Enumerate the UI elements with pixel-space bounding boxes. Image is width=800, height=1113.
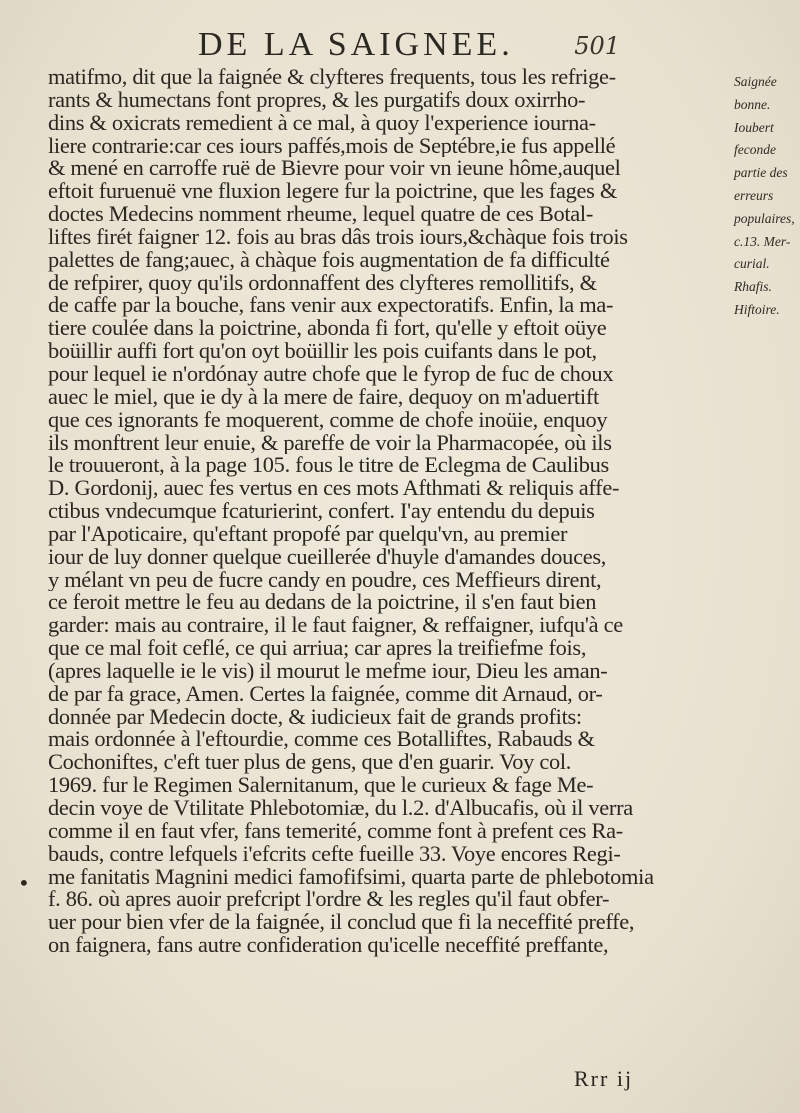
text-line: doctes Medecins nomment rheume, lequel quatre de ces Botal-	[48, 203, 593, 226]
text-line: D. Gordonij, auec fes vertus en ces mots Afthmati & reliquis affe-	[48, 477, 620, 501]
text-line: y mélant vn peu de fucre candy en poudre, ces Meffieurs dirent,	[48, 568, 602, 592]
text-line: bauds, contre lefquels i'efcrits cefte fueille 33. Voye encores Regi-	[48, 842, 621, 866]
margin-note: erreurs	[734, 187, 774, 203]
text-line: ils monftrent leur enuie, & pareffe de voir la Pharmacopée, où ils	[48, 431, 612, 455]
text-line: tiere coulée dans la poictrine, abonda fi fort, qu'elle y eftoit oüye	[48, 317, 607, 341]
margin-note: curial.	[734, 256, 770, 272]
text-line: de par fa grace, Amen. Certes la faignée, comme dit Arnaud, or-	[48, 682, 603, 706]
text-line: liftes firét faigner 12. fois au bras dâs trois iours,&chàque fois trois	[48, 225, 628, 249]
text-line: mais ordonnée à l'eftourdie, comme ces Botalliftes, Rabauds &	[48, 728, 595, 752]
margin-note: c.13. Mer-	[734, 233, 791, 249]
margin-note: feconde	[734, 142, 776, 158]
ink-dot-mark: •	[18, 871, 30, 895]
text-line: palettes de fang;auec, à chàque fois augmentation de fa difficulté	[48, 248, 610, 272]
page-number: 501	[574, 32, 620, 60]
text-line: f. 86. où apres auoir prefcript l'ordre & les regles qu'il faut obfer-	[48, 888, 610, 912]
text-line: donnée par Medecin docte, & iudicieux fait de grands profits:	[48, 705, 582, 729]
text-line: on faignera, fans autre confideration qu'icelle neceffité preffante,	[48, 934, 609, 957]
text-line: ce feroit mettre le feu au dedans de la poictrine, il s'en faut bien	[48, 591, 597, 615]
text-line: 1969. fur le Regimen Salernitanum, que le curieux & fage Me-	[48, 774, 594, 797]
margin-note: Ioubert	[734, 119, 774, 135]
text-line: decin voye de Vtilitate Phlebotomiæ, du l.2. d'Albucafis, où il verra	[48, 797, 633, 820]
text-line: par l'Apoticaire, qu'eftant propofé par quelqu'vn, au premier	[48, 522, 568, 546]
text-line: pour lequel ie n'ordónay autre chofe que le fyrop de fuc de choux	[48, 362, 614, 386]
text-line: uer pour bien vfer de la faignée, il conclud que fi la neceffité preffe,	[48, 911, 635, 935]
text-line: de refpirer, quoy qu'ils ordonnaffent des clyfteres remollitifs, &	[48, 271, 597, 295]
text-line: matifmo, dit que la faignée & clyfteres frequents, tous les refrige-	[48, 66, 616, 89]
text-line: auec le miel, que ie dy à la mere de faire, dequoy on m'aduertift	[48, 385, 599, 409]
text-line: (apres laquelle ie le vis) il mourut le mefme iour, Dieu les aman-	[48, 659, 608, 683]
text-line: garder: mais au contraire, il le faut faigner, & reffaigner, iufqu'à ce	[48, 614, 623, 638]
margin-notes	[734, 71, 800, 322]
text-line: que ce mal foit ceflé, ce qui arriua; car apres la treifiefme fois,	[48, 637, 587, 660]
text-line: iour de luy donner quelque cueillerée d'huyle d'amandes douces,	[48, 545, 607, 569]
text-line: & mené en carroffe ruë de Bievre pour voir vn ieune hôme,auquel	[48, 157, 621, 181]
margin-note: bonne.	[734, 96, 771, 112]
margin-note: populaires,	[734, 210, 795, 226]
text-line: eftoit furuenuë vne fluxion legere fur la poictrine, que les fages &	[48, 180, 617, 204]
page-header	[150, 26, 620, 66]
margin-note: Hiftoire.	[734, 301, 780, 317]
text-line: ctibus vndecumque fcaturierint, confert. I'ay entendu du depuis	[48, 500, 595, 523]
running-title: DE LA SAIGNEE.	[198, 26, 514, 63]
signature-mark: Rrr ij	[574, 1066, 634, 1091]
text-line: le trouueront, à la page 105. fous le titre de Eclegma de Caulibus	[48, 454, 609, 478]
margin-note: Rhafis.	[734, 279, 772, 295]
text-line: Cochoniftes, c'eft tuer plus de gens, que d'en guarir. Voy col.	[48, 751, 572, 775]
margin-note: Saignée	[734, 74, 777, 89]
body-text	[48, 66, 728, 957]
text-line: que ces ignorants fe moquerent, comme de chofe inoüie, enquoy	[48, 408, 608, 432]
text-line: de caffe par la bouche, fans venir aux expectoratifs. Enfin, la ma-	[48, 294, 614, 318]
text-line: dins & oxicrats remedient à ce mal, à quoy l'experience iourna-	[48, 111, 596, 135]
text-line: rants & humectans font propres, & les purgatifs doux oxirrho-	[48, 88, 586, 112]
text-line: me fanitatis Magnini medici famofifsimi, quarta parte de phlebotomia	[48, 865, 654, 889]
text-line: liere contrarie:car ces iours paffés,mois de Septébre,ie fus appellé	[48, 134, 616, 158]
margin-note: partie des	[734, 165, 788, 181]
text-line: boüillir auffi fort qu'on oyt boüillir les pois cuifants dans le pot,	[48, 340, 597, 363]
text-line: comme il en faut vfer, fans temerité, comme font à prefent ces Ra-	[48, 819, 623, 843]
